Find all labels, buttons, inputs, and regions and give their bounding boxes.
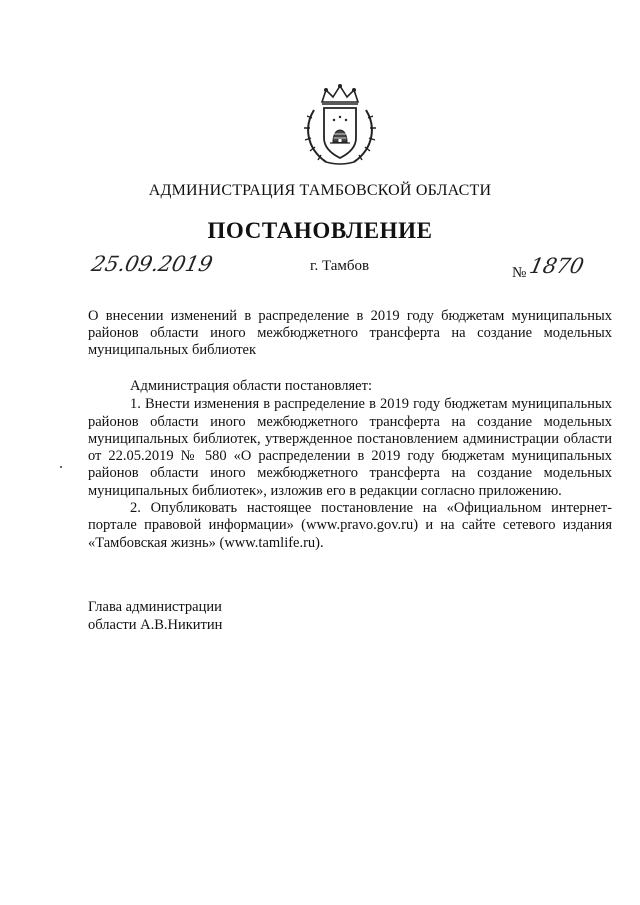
number-sign: №	[512, 265, 527, 281]
resolution-item-1: 1. Внести изменения в распределение в 2019 году бюджетам муниципальных районов области иного межбюджетного трансферта на создание модельных муниципальных библиотек, утвержденное постановлением администрации области от 22.05.2019 № 580 «О распределении в 2019 году бюджетам муниципальных районов области иного межбюджетного трансферта на создание модельных муниципальных библиотек», изложив его в редакции согласно приложению.	[88, 396, 612, 499]
scan-mark	[60, 466, 62, 468]
document-number	[512, 254, 587, 281]
signatory-title: Глава администрации	[88, 599, 222, 615]
signature-block	[88, 599, 222, 634]
signatory-name: области А.В.Никитин	[88, 616, 223, 633]
document-body	[88, 378, 612, 552]
resolution-item-2: 2. Опубликовать настоящее постановление на «Официальном интернет-портале правовой информации» (www.pravo.gov.ru) и на сайте сетевого издания «Тамбовская жизнь» (www.tamlife.ru).	[88, 500, 612, 551]
document-subject: О внесении изменений в распределение в 2019 году бюджетам муниципальных районов области иного межбюджетного трансферта на создание модельных муниципальных библиотек	[88, 308, 612, 358]
document-type-title: ПОСТАНОВЛЕНИЕ	[207, 218, 433, 243]
handwritten-number: 1870	[527, 254, 587, 278]
coat-of-arms-icon	[300, 82, 380, 168]
resolution-intro: Администрация области постановляет:	[130, 378, 372, 394]
city-name: г. Тамбов	[310, 258, 370, 274]
organization-name: АДМИНИСТРАЦИЯ ТАМБОВСКОЙ ОБЛАСТИ	[148, 182, 492, 199]
handwritten-date: 25.09.2019	[89, 252, 215, 276]
